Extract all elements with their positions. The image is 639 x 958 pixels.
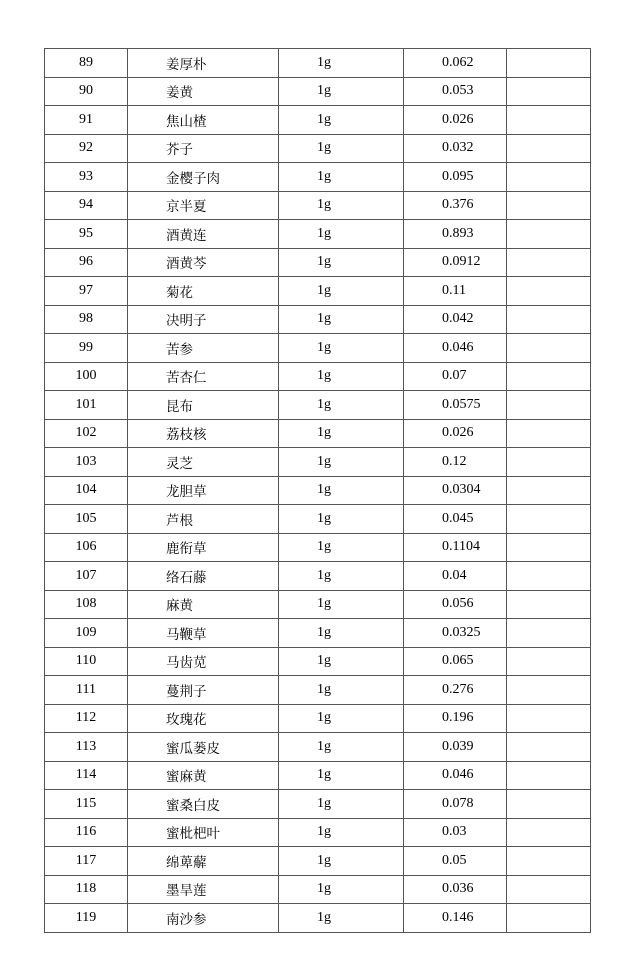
table-row (45, 733, 591, 762)
value-cell: 0.062 (404, 49, 507, 78)
herb-name-cell: 墨旱莲 (128, 875, 279, 904)
table-row (45, 191, 591, 220)
table-row (45, 533, 591, 562)
row-number-cell: 112 (45, 704, 128, 733)
value-cell: 0.893 (404, 220, 507, 249)
herb-name-cell: 麻黄 (128, 590, 279, 619)
row-number-cell: 109 (45, 619, 128, 648)
herb-name-cell: 姜黄 (128, 77, 279, 106)
row-number-cell: 89 (45, 49, 128, 78)
herb-name-cell: 络石藤 (128, 562, 279, 591)
row-number-cell: 105 (45, 505, 128, 534)
row-number-cell: 92 (45, 134, 128, 163)
row-number-cell: 115 (45, 790, 128, 819)
herb-name-cell: 芥子 (128, 134, 279, 163)
empty-cell (507, 77, 591, 106)
value-cell: 0.0304 (404, 476, 507, 505)
herb-name-cell: 马鞭草 (128, 619, 279, 648)
empty-cell (507, 49, 591, 78)
dose-cell: 1g (279, 733, 404, 762)
empty-cell (507, 248, 591, 277)
table-row (45, 562, 591, 591)
empty-cell (507, 334, 591, 363)
table-row (45, 305, 591, 334)
table-row (45, 106, 591, 135)
value-cell: 0.12 (404, 448, 507, 477)
dose-cell: 1g (279, 362, 404, 391)
row-number-cell: 108 (45, 590, 128, 619)
herb-table (44, 48, 591, 933)
row-number-cell: 104 (45, 476, 128, 505)
dose-cell: 1g (279, 704, 404, 733)
table-row (45, 619, 591, 648)
table-row (45, 761, 591, 790)
row-number-cell: 98 (45, 305, 128, 334)
table-row (45, 704, 591, 733)
table-row (45, 391, 591, 420)
value-cell: 0.095 (404, 163, 507, 192)
value-cell: 0.053 (404, 77, 507, 106)
dose-cell: 1g (279, 904, 404, 933)
empty-cell (507, 590, 591, 619)
table-row (45, 334, 591, 363)
row-number-cell: 95 (45, 220, 128, 249)
herb-name-cell: 蜜桑白皮 (128, 790, 279, 819)
value-cell: 0.1104 (404, 533, 507, 562)
value-cell: 0.036 (404, 875, 507, 904)
value-cell: 0.03 (404, 818, 507, 847)
table-row (45, 362, 591, 391)
empty-cell (507, 761, 591, 790)
value-cell: 0.11 (404, 277, 507, 306)
herb-name-cell: 鹿衔草 (128, 533, 279, 562)
table-row (45, 476, 591, 505)
row-number-cell: 93 (45, 163, 128, 192)
herb-name-cell: 蔓荆子 (128, 676, 279, 705)
empty-cell (507, 619, 591, 648)
dose-cell: 1g (279, 248, 404, 277)
value-cell: 0.026 (404, 419, 507, 448)
dose-cell: 1g (279, 163, 404, 192)
herb-name-cell: 金樱子肉 (128, 163, 279, 192)
empty-cell (507, 191, 591, 220)
table-row (45, 647, 591, 676)
dose-cell: 1g (279, 49, 404, 78)
empty-cell (507, 448, 591, 477)
table-row (45, 676, 591, 705)
dose-cell: 1g (279, 305, 404, 334)
herb-name-cell: 苦杏仁 (128, 362, 279, 391)
empty-cell (507, 704, 591, 733)
dose-cell: 1g (279, 790, 404, 819)
table-row (45, 277, 591, 306)
herb-table-body (45, 49, 591, 933)
dose-cell: 1g (279, 533, 404, 562)
table-row (45, 590, 591, 619)
empty-cell (507, 505, 591, 534)
row-number-cell: 117 (45, 847, 128, 876)
table-row (45, 163, 591, 192)
value-cell: 0.026 (404, 106, 507, 135)
value-cell: 0.276 (404, 676, 507, 705)
herb-name-cell: 荔枝核 (128, 419, 279, 448)
herb-name-cell: 龙胆草 (128, 476, 279, 505)
row-number-cell: 111 (45, 676, 128, 705)
value-cell: 0.05 (404, 847, 507, 876)
empty-cell (507, 904, 591, 933)
herb-name-cell: 灵芝 (128, 448, 279, 477)
value-cell: 0.04 (404, 562, 507, 591)
dose-cell: 1g (279, 676, 404, 705)
dose-cell: 1g (279, 419, 404, 448)
dose-cell: 1g (279, 761, 404, 790)
herb-name-cell: 决明子 (128, 305, 279, 334)
herb-name-cell: 焦山楂 (128, 106, 279, 135)
herb-name-cell: 蜜麻黄 (128, 761, 279, 790)
empty-cell (507, 533, 591, 562)
herb-name-cell: 酒黄芩 (128, 248, 279, 277)
dose-cell: 1g (279, 476, 404, 505)
empty-cell (507, 676, 591, 705)
value-cell: 0.046 (404, 334, 507, 363)
herb-name-cell: 蜜瓜蒌皮 (128, 733, 279, 762)
row-number-cell: 113 (45, 733, 128, 762)
empty-cell (507, 220, 591, 249)
empty-cell (507, 476, 591, 505)
dose-cell: 1g (279, 191, 404, 220)
value-cell: 0.065 (404, 647, 507, 676)
value-cell: 0.0575 (404, 391, 507, 420)
row-number-cell: 107 (45, 562, 128, 591)
herb-name-cell: 玫瑰花 (128, 704, 279, 733)
table-row (45, 818, 591, 847)
herb-name-cell: 酒黄连 (128, 220, 279, 249)
row-number-cell: 94 (45, 191, 128, 220)
dose-cell: 1g (279, 277, 404, 306)
herb-name-cell: 绵萆薢 (128, 847, 279, 876)
table-row (45, 847, 591, 876)
value-cell: 0.07 (404, 362, 507, 391)
row-number-cell: 101 (45, 391, 128, 420)
empty-cell (507, 305, 591, 334)
dose-cell: 1g (279, 619, 404, 648)
value-cell: 0.196 (404, 704, 507, 733)
table-row (45, 790, 591, 819)
row-number-cell: 119 (45, 904, 128, 933)
empty-cell (507, 391, 591, 420)
herb-name-cell: 菊花 (128, 277, 279, 306)
dose-cell: 1g (279, 562, 404, 591)
empty-cell (507, 875, 591, 904)
row-number-cell: 97 (45, 277, 128, 306)
row-number-cell: 106 (45, 533, 128, 562)
value-cell: 0.078 (404, 790, 507, 819)
value-cell: 0.146 (404, 904, 507, 933)
row-number-cell: 116 (45, 818, 128, 847)
table-row (45, 220, 591, 249)
empty-cell (507, 733, 591, 762)
row-number-cell: 110 (45, 647, 128, 676)
herb-table-container (44, 48, 590, 933)
table-row (45, 875, 591, 904)
empty-cell (507, 847, 591, 876)
value-cell: 0.045 (404, 505, 507, 534)
table-row (45, 134, 591, 163)
value-cell: 0.376 (404, 191, 507, 220)
row-number-cell: 118 (45, 875, 128, 904)
empty-cell (507, 106, 591, 135)
row-number-cell: 100 (45, 362, 128, 391)
row-number-cell: 91 (45, 106, 128, 135)
value-cell: 0.046 (404, 761, 507, 790)
table-row (45, 419, 591, 448)
row-number-cell: 103 (45, 448, 128, 477)
row-number-cell: 114 (45, 761, 128, 790)
empty-cell (507, 134, 591, 163)
value-cell: 0.042 (404, 305, 507, 334)
dose-cell: 1g (279, 818, 404, 847)
herb-name-cell: 京半夏 (128, 191, 279, 220)
dose-cell: 1g (279, 647, 404, 676)
herb-name-cell: 蜜枇杷叶 (128, 818, 279, 847)
dose-cell: 1g (279, 334, 404, 363)
value-cell: 0.056 (404, 590, 507, 619)
herb-name-cell: 芦根 (128, 505, 279, 534)
value-cell: 0.0912 (404, 248, 507, 277)
dose-cell: 1g (279, 590, 404, 619)
row-number-cell: 96 (45, 248, 128, 277)
empty-cell (507, 818, 591, 847)
empty-cell (507, 562, 591, 591)
table-row (45, 77, 591, 106)
dose-cell: 1g (279, 134, 404, 163)
table-row (45, 448, 591, 477)
table-row (45, 248, 591, 277)
dose-cell: 1g (279, 505, 404, 534)
table-row (45, 49, 591, 78)
value-cell: 0.039 (404, 733, 507, 762)
value-cell: 0.032 (404, 134, 507, 163)
table-row (45, 904, 591, 933)
dose-cell: 1g (279, 391, 404, 420)
herb-name-cell: 昆布 (128, 391, 279, 420)
row-number-cell: 99 (45, 334, 128, 363)
herb-name-cell: 苦参 (128, 334, 279, 363)
row-number-cell: 90 (45, 77, 128, 106)
herb-name-cell: 马齿苋 (128, 647, 279, 676)
row-number-cell: 102 (45, 419, 128, 448)
empty-cell (507, 419, 591, 448)
empty-cell (507, 790, 591, 819)
dose-cell: 1g (279, 448, 404, 477)
dose-cell: 1g (279, 220, 404, 249)
dose-cell: 1g (279, 106, 404, 135)
dose-cell: 1g (279, 847, 404, 876)
dose-cell: 1g (279, 77, 404, 106)
empty-cell (507, 647, 591, 676)
dose-cell: 1g (279, 875, 404, 904)
table-row (45, 505, 591, 534)
herb-name-cell: 南沙参 (128, 904, 279, 933)
empty-cell (507, 163, 591, 192)
empty-cell (507, 277, 591, 306)
empty-cell (507, 362, 591, 391)
value-cell: 0.0325 (404, 619, 507, 648)
herb-name-cell: 姜厚朴 (128, 49, 279, 78)
